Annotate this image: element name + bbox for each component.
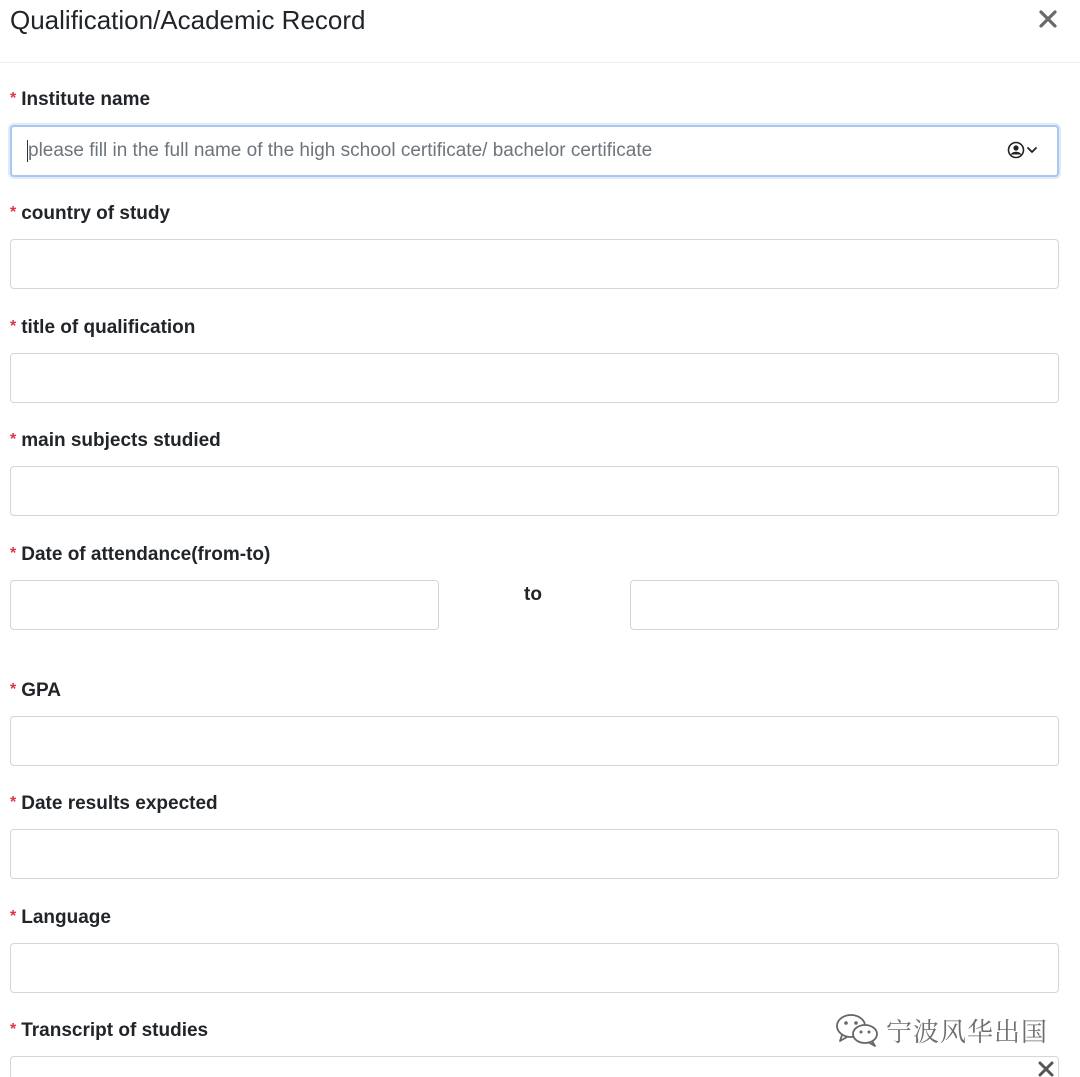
language-label: * Language [10,907,111,928]
required-marker: * [10,90,17,107]
required-marker: * [10,908,17,925]
watermark [834,1010,1048,1050]
transcript-upload-field[interactable] [10,1056,1059,1077]
date-results-expected-label: * Date results expected [10,793,218,814]
transcript-label: * Transcript of studies [10,1020,209,1041]
date-results-expected-input[interactable] [10,829,1059,879]
title-of-qualification-label: * title of qualification [10,317,196,338]
modal-title: Qualification/Academic Record [10,5,366,35]
attendance-from-input[interactable] [10,580,439,630]
modal-header [0,0,1080,63]
wechat-icon [834,1012,880,1048]
country-of-study-label: * country of study [10,203,171,224]
required-marker: * [10,204,17,221]
watermark-text: 宁波风华出国 [886,1017,1049,1048]
gpa-label: * GPA [10,680,61,701]
required-marker: * [10,318,17,335]
country-of-study-input[interactable] [10,239,1059,289]
transcript-remove-button[interactable] [1036,1059,1056,1077]
attendance-to-input[interactable] [630,580,1059,630]
contact-autofill-icon [1006,140,1042,160]
language-input[interactable] [10,943,1059,993]
close-icon [1036,4,1060,32]
main-subjects-input[interactable] [10,466,1059,516]
text-caret [27,140,28,162]
close-button[interactable] [1036,4,1060,32]
required-marker: * [10,794,17,811]
main-subjects-label: * main subjects studied [10,430,221,451]
close-icon [1036,1059,1056,1077]
required-marker: * [10,545,17,562]
required-marker: * [10,1021,17,1038]
date-range-separator: to [524,584,542,605]
date-of-attendance-label: * Date of attendance(from-to) [10,544,271,565]
institute-name-label: * Institute name [10,89,151,110]
required-marker: * [10,681,17,698]
institute-name-input[interactable] [10,125,1059,177]
title-of-qualification-input[interactable] [10,353,1059,403]
contact-autofill-button[interactable] [1006,140,1042,160]
gpa-input[interactable] [10,716,1059,766]
required-marker: * [10,431,17,448]
